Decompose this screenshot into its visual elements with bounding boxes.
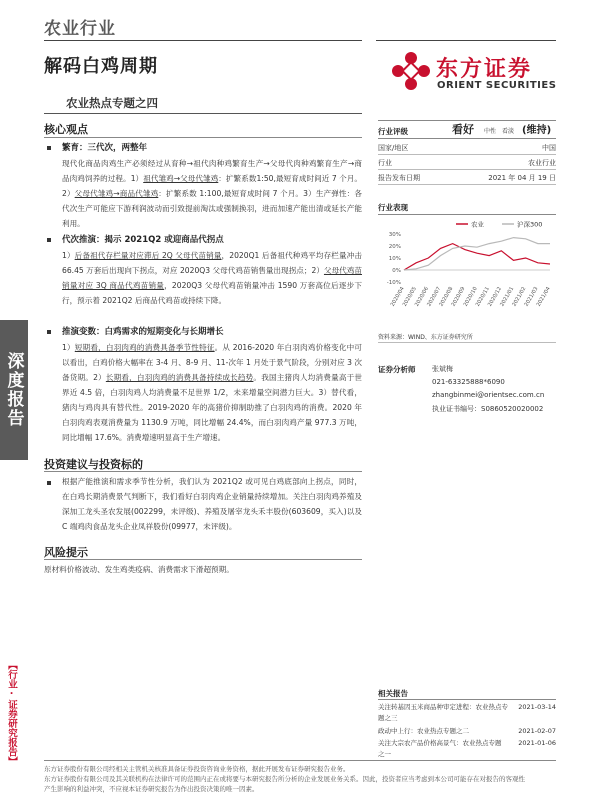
core-view-divider xyxy=(44,137,362,138)
x-tick-label: 2020/08 xyxy=(438,286,455,308)
related-divider xyxy=(378,699,556,700)
analyst-cert: 执业证书编号：S0860520020002 xyxy=(432,405,544,413)
x-tick-label: 2021/01 xyxy=(499,286,516,308)
y-tick-label: 0% xyxy=(392,268,401,274)
industry-category: 农业行业 xyxy=(44,19,116,39)
x-tick-label: 2020/04 xyxy=(389,286,406,308)
risk-text: 原材料价格波动、发生鸡类疫病、消费需求下滑超预期。 xyxy=(44,565,234,574)
x-tick-label: 2020/05 xyxy=(401,286,418,308)
related-item-date: 2021-03-14 xyxy=(518,703,556,711)
bullet-icon xyxy=(47,146,51,150)
header-divider-right xyxy=(376,40,556,41)
info-row-divider xyxy=(378,169,556,170)
analyst-label: 证券分析师 xyxy=(378,365,416,374)
bullet-demand-title: 推演变数：白鸡需求的短期变化与长期增长 xyxy=(62,327,224,337)
x-tick-label: 2020/09 xyxy=(450,286,467,308)
y-tick-label: 20% xyxy=(388,244,401,250)
footer-line: 产生影响的利益冲突，不应视本证券研究报告为作出投资决策的唯一因素。 xyxy=(44,785,259,793)
core-view-heading: 核心观点 xyxy=(44,123,88,136)
industry-performance-chart xyxy=(378,216,556,330)
rating-bearish: 看淡 xyxy=(502,128,515,135)
source-divider xyxy=(378,342,556,343)
x-tick-label: 2020/12 xyxy=(487,286,504,308)
related-item-title: 关注大宗农产品价格高景气：农业热点专题 xyxy=(378,739,502,747)
rating-label: 行业评级 xyxy=(378,127,408,136)
x-tick-label: 2021/04 xyxy=(535,286,552,308)
related-item-title-cont: 之一 xyxy=(378,750,391,758)
subtitle-divider xyxy=(44,113,362,114)
bullet-icon xyxy=(47,330,51,334)
related-item[interactable] xyxy=(378,726,556,737)
rating-neutral: 中性 xyxy=(484,128,497,135)
related-item-date: 2021-02-07 xyxy=(518,727,556,735)
bullet-generation-text: 1）后备祖代存栏量对应滞后 2Q 父母代苗销量，2020Q1 后备祖代种鸡平均存栏量冲击 66.45 万套后出现向下拐点，对应 2020Q3 父母代鸡苗销售量出现拐点；2）父母代鸡苗销量对应 3Q 商品代鸡苗销量，2020Q3 父母代鸡苗销量冲击 1590 万套高位后逐步下行，预示着 2021Q2 后商品代鸡苗或持续下降。 xyxy=(62,251,363,305)
bullet-icon xyxy=(47,481,51,485)
logo-name-cn: 东方证券 xyxy=(436,57,533,82)
info-row-divider xyxy=(378,154,556,155)
info-value-date: 2021 年 04 月 19 日 xyxy=(488,174,556,182)
x-tick-label: 2020/10 xyxy=(462,286,479,308)
chart-source: 资料来源：WIND、东方证券研究所 xyxy=(378,334,473,341)
x-tick-label: 2020/07 xyxy=(426,286,443,308)
related-item-title: 关注转基因玉米商品种审定进程：农业热点专 xyxy=(378,703,508,711)
footer-line: 东方证券股份有限公司及其关联机构在法律许可的范围内正在或将要与本研究报告所分析的企业发展业务关系。因此，投资者应当考虑到本公司可能存在对报告的客观性 xyxy=(44,775,525,783)
header-divider xyxy=(44,40,362,41)
bullet-demand-text: 1）短期看，白羽肉鸡的消费具备季节性特征。从 2016-2020 年白羽肉鸡价格变化中可以看出，白鸡价格大幅率在 3-4 月、8-9 月、11-次年 1 月处于景气阶段，分别对应 3 次备货期。2）长期看，白羽肉鸡的消费具备持续成长趋势。我国主猪肉人均消费量高于世界近 4.5 倍，白羽肉鸡人均消费量不足世界 1/2，未来增量空间潜力巨大。3）替代看，猪肉与鸡肉具有替代性。2019-2020 年的高猪价抑制助推了白羽肉鸡的消费。2020 年白羽肉鸡表观消费量为 1130.9 万吨，同比增幅 24.4%，而白羽肉鸡产量 977.3 万吨，同比增幅 17.6%。消费增速明显高于生产增速。 xyxy=(62,343,363,442)
legend-label: 沪深300 xyxy=(517,220,543,229)
related-item[interactable] xyxy=(378,738,556,760)
analyst-name: 张斌梅 xyxy=(432,365,453,373)
report-subtitle: 农业热点专题之四 xyxy=(66,96,158,110)
performance-divider xyxy=(378,214,556,215)
side-tab-report-class: 【行业·证券研究报告】 xyxy=(6,660,17,766)
y-tick-label: 10% xyxy=(388,256,401,262)
risk-heading: 风险提示 xyxy=(44,546,88,559)
footer-line: 东方证券股份有限公司经相关主管机关核准具备证券投资咨询业务资格，据此开展发布证券研究报告业务。 xyxy=(44,765,350,773)
related-reports-title: 相关报告 xyxy=(378,689,408,698)
info-label-industry: 行业 xyxy=(378,159,392,167)
y-tick-label: 30% xyxy=(388,232,401,238)
bullet-icon xyxy=(47,238,51,242)
info-row-divider xyxy=(378,184,556,185)
analyst-phone: 021-63325888*6090 xyxy=(432,378,505,386)
info-value-industry: 农业行业 xyxy=(528,159,556,167)
orient-logo-icon xyxy=(390,50,432,92)
related-item[interactable] xyxy=(378,702,556,724)
analyst-email[interactable]: zhangbinmei@orientsec.com.cn xyxy=(432,391,545,399)
bullet-breeding-text: 现代化商品肉鸡生产必须经过从育种→祖代肉种鸡繁育生产→父母代肉种鸡繁育生产→商品肉鸡饲养的过程。1）祖代雏鸡→父母代雏鸡：扩繁系数1:50,最短育成时间近 7 个月。2）父母代雏鸡→商品代雏鸡：扩繁系数 1:100,最短育成时间 7 个月。3）生产弹性：各代次生产可能应下游利润波动而引致提前淘汰或强制换羽，进而加速产能出清或延长产能利用。 xyxy=(62,159,362,228)
x-tick-label: 2021/02 xyxy=(511,286,528,308)
legend-label: 农业 xyxy=(471,220,484,229)
side-tab-report-type: 深度报告 xyxy=(0,320,28,460)
rating-value: 看好 xyxy=(452,123,474,136)
x-tick-label: 2020/11 xyxy=(474,286,491,308)
related-item-title-cont: 题之三 xyxy=(378,714,398,722)
invest-text: 根据产能推演和需求季节性分析，我们认为 2021Q2 或可见白鸡底部向上拐点，同时，在白鸡长期消费景气判断下，我们看好白羽肉鸡企业销量持续增加。关注白羽肉鸡养殖及深加工龙头圣农发展(002299，未评级)、养殖及屠宰龙头禾丰股份(603609，买入)以及 C 端鸡肉食品龙头企业凤祥股份(09977，未评级)。 xyxy=(62,477,362,531)
x-tick-label: 2020/06 xyxy=(414,286,431,308)
rating-divider xyxy=(378,138,556,139)
risk-divider xyxy=(44,559,362,560)
info-label-date: 报告发布日期 xyxy=(378,174,420,182)
invest-divider xyxy=(44,471,362,472)
related-item-date: 2021-01-06 xyxy=(518,739,556,747)
footer-divider xyxy=(44,760,556,761)
logo-name-en: ORIENT SECURITIES xyxy=(437,80,557,91)
invest-heading: 投资建议与投资标的 xyxy=(44,458,143,471)
info-label-region: 国家/地区 xyxy=(378,144,409,152)
related-item-title: 政动中上行：农业热点专题之二 xyxy=(378,727,469,735)
rating-status: (维持) xyxy=(522,125,552,136)
info-value-region: 中国 xyxy=(542,144,556,152)
footer-disclaimer xyxy=(44,764,556,794)
x-tick-label: 2021/03 xyxy=(523,286,540,308)
y-tick-label: -10% xyxy=(386,280,401,286)
bullet-generation-title: 代次推演：揭示 2021Q2 或迎商品代拐点 xyxy=(62,235,224,245)
report-title: 解码白鸡周期 xyxy=(44,56,158,77)
performance-title: 行业表现 xyxy=(378,203,408,212)
bullet-breeding-title: 繁育：三代次，两整年 xyxy=(62,143,148,153)
